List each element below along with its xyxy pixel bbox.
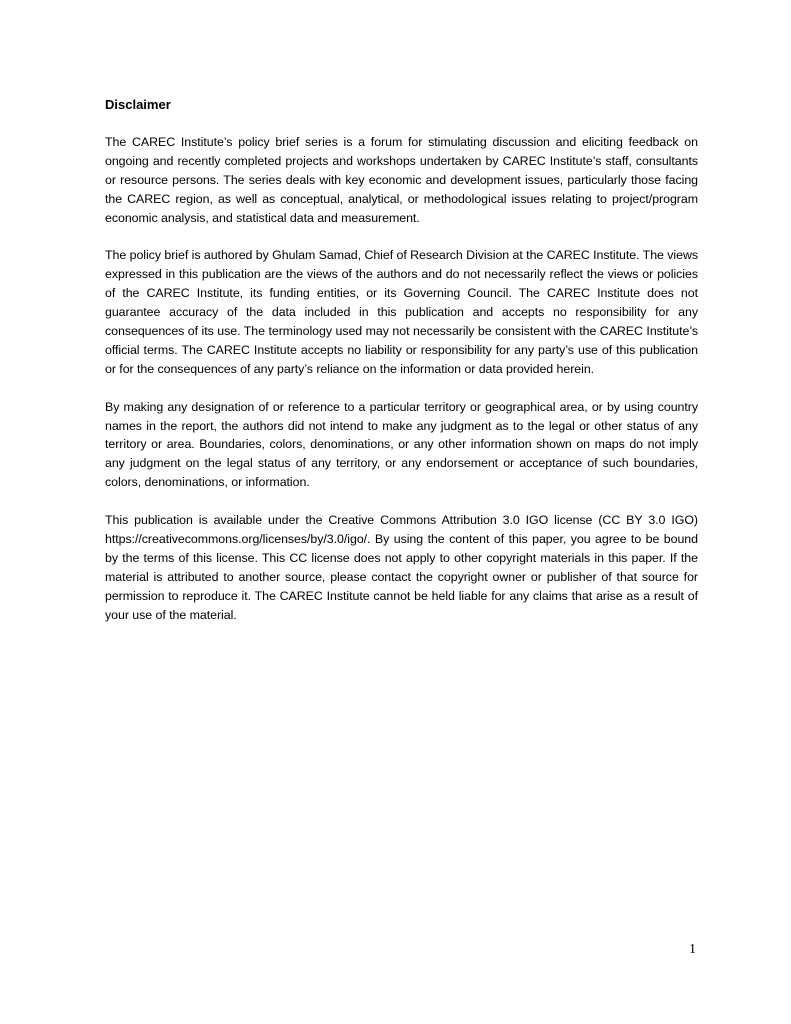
paragraph-policy-brief-series: The CAREC Institute’s policy brief series is a forum for stimulating discussion and eliciting feedback on ongoing and recently completed projects and workshops undertaken by CAREC Institute’s staff, consultants or resource persons. The series deals with key economic and development issues, particularly those facing the CAREC region, as well as conceptual, analytical, or methodological issues relating to project/program economic analysis, and statistical data and measurement.: [105, 135, 698, 225]
page-number: 1: [689, 942, 696, 957]
paragraph-license: This publication is available under the Creative Commons Attribution 3.0 IGO license (CC BY 3.0 IGO) https://creativecommons.org/licenses/by/3.0/igo/. By using the content of this paper, you agree to be bound by the terms of this license. This CC license does not apply to other copyright materials in this paper. If the material is attributed to another source, please contact the copyright owner or publisher of that source for permission to reproduce it. The CAREC Institute cannot be held liable for any claims that arise as a result of your use of the material.: [105, 513, 698, 622]
disclaimer-heading: Disclaimer: [105, 97, 171, 112]
paragraph-territory: By making any designation of or reference to a particular territory or geographical area, or by using country names in the report, the authors did not intend to make any judgment as to the legal or other status of any territory or area. Boundaries, colors, denominations, or any other information shown on maps do not imply any judgment on the legal status of any territory, or any endorsement or acceptance of such boundaries, colors, denominations, or information.: [105, 399, 698, 490]
paragraph-authorship: The policy brief is authored by Ghulam Samad, Chief of Research Division at the CAREC Institute. The views expressed in this publication are the views of the authors and do not necessarily reflect the views or policies of the CAREC Institute, its funding entities, or its Governing Council. The CAREC Institute does not guarantee accuracy of the data included in this publication and accepts no responsibility for any consequences of its use. The terminology used may not necessarily be consistent with the CAREC Institute’s official terms. The CAREC Institute accepts no liability or responsibility for any party’s use of this publication or for the consequences of any party’s reliance on the information or data provided herein.: [105, 248, 698, 376]
disclaimer-section: [105, 95, 698, 643]
